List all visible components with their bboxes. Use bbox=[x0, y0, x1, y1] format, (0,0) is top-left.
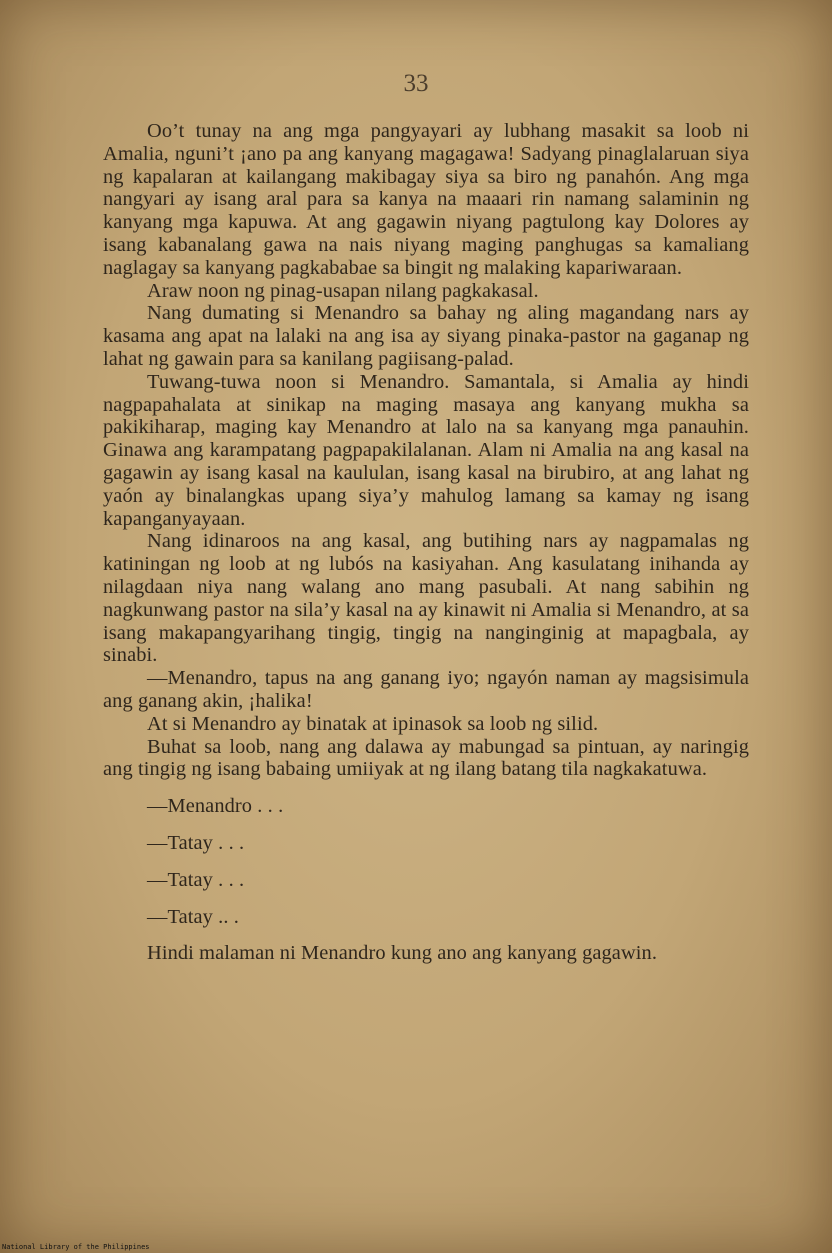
dialogue-line: —Menandro . . . bbox=[147, 795, 284, 818]
paragraph: Nang idinaroos na ang kasal, ang butihing nars ay nagpamalas ng katiningan ng loob at ng lubós na kasiyahan. Ang kasulatang inihanda ay nilagdaan niya nang walang ano mang pasubali. At nang sabihin ng nagkunwang pastor na sila’y kasal na ay kinawit ni Amalia si Menandro, at sa isang makapangyarihang tingig, tingig na nanginginig at mapagbala, ay sinabi. bbox=[103, 530, 749, 667]
body-text bbox=[103, 120, 749, 965]
dialogue-line: —Tatay . . . bbox=[147, 831, 245, 854]
paragraph: —Menandro, tapus na ang ganang iyo; ngayón naman ay magsisimula ang ganang akin, ¡halika! bbox=[103, 667, 749, 712]
page-number: 33 bbox=[403, 70, 429, 97]
paragraph: Buhat sa loob, nang ang dalawa ay mabungad sa pintuan, ay naringig ang tingig ng isang babaing umiiyak at ng ilang batang tila nagkakatuwa. bbox=[103, 735, 749, 781]
paragraph: Oo’t tunay na ang mga pangyayari ay lubhang masakit sa loob ni Amalia, nguni’t ¡ano pa ang kanyang magagawa! Sadyang pinaglalaruan siya ng kapalaran at kailangang makibagay siya sa biro ng panahón. Ang mga nangyari ay isang aral para sa kanya na maaari rin namang salaminin ng kanyang mga kapuwa. At ang gagawin niyang pagtulong kay Dolores ay isang kabanalang gawa na nais niyang maging panghugas sa kamaliang naglagay sa kanyang pagkababae sa bingit ng malaking kapariwaraan. bbox=[103, 120, 749, 279]
paragraph: At si Menandro ay binatak at ipinasok sa loob ng silid. bbox=[147, 712, 599, 735]
dialogue-line: —Tatay . . . bbox=[147, 868, 245, 891]
dialogue-line: —Tatay .. . bbox=[147, 905, 239, 928]
paragraph: Araw noon ng pinag-usapan nilang pagkakasal. bbox=[147, 279, 539, 302]
paragraph: Tuwang-tuwa noon si Menandro. Samantala, si Amalia ay hindi nagpapahalata at sinikap na maging masaya ang kanyang mukha sa pakikiharap, maging kay Menandro at lalo na sa kanyang mga panauhin. Ginawa ang karampatang pagpapakilalanan. Alam ni Amalia na ang kasal na gagawin ay isang kasal na kaululan, isang kasal na birubiro, at ang lahat ng yaón ay binalangkas upang siya’y mahulog lamang sa kamay ng isang kapanganyayaan. bbox=[103, 370, 749, 530]
library-footer: National Library of the Philippines bbox=[2, 1243, 150, 1251]
paragraph: Nang dumating si Menandro sa bahay ng aling magandang nars ay kasama ang apat na lalaki na ang isa ay siyang pinaka-pastor na gaganap ng lahat ng gawain para sa kanilang pagiisang-palad. bbox=[103, 302, 749, 370]
paragraph: Hindi malaman ni Menandro kung ano ang kanyang gagawin. bbox=[147, 942, 658, 965]
